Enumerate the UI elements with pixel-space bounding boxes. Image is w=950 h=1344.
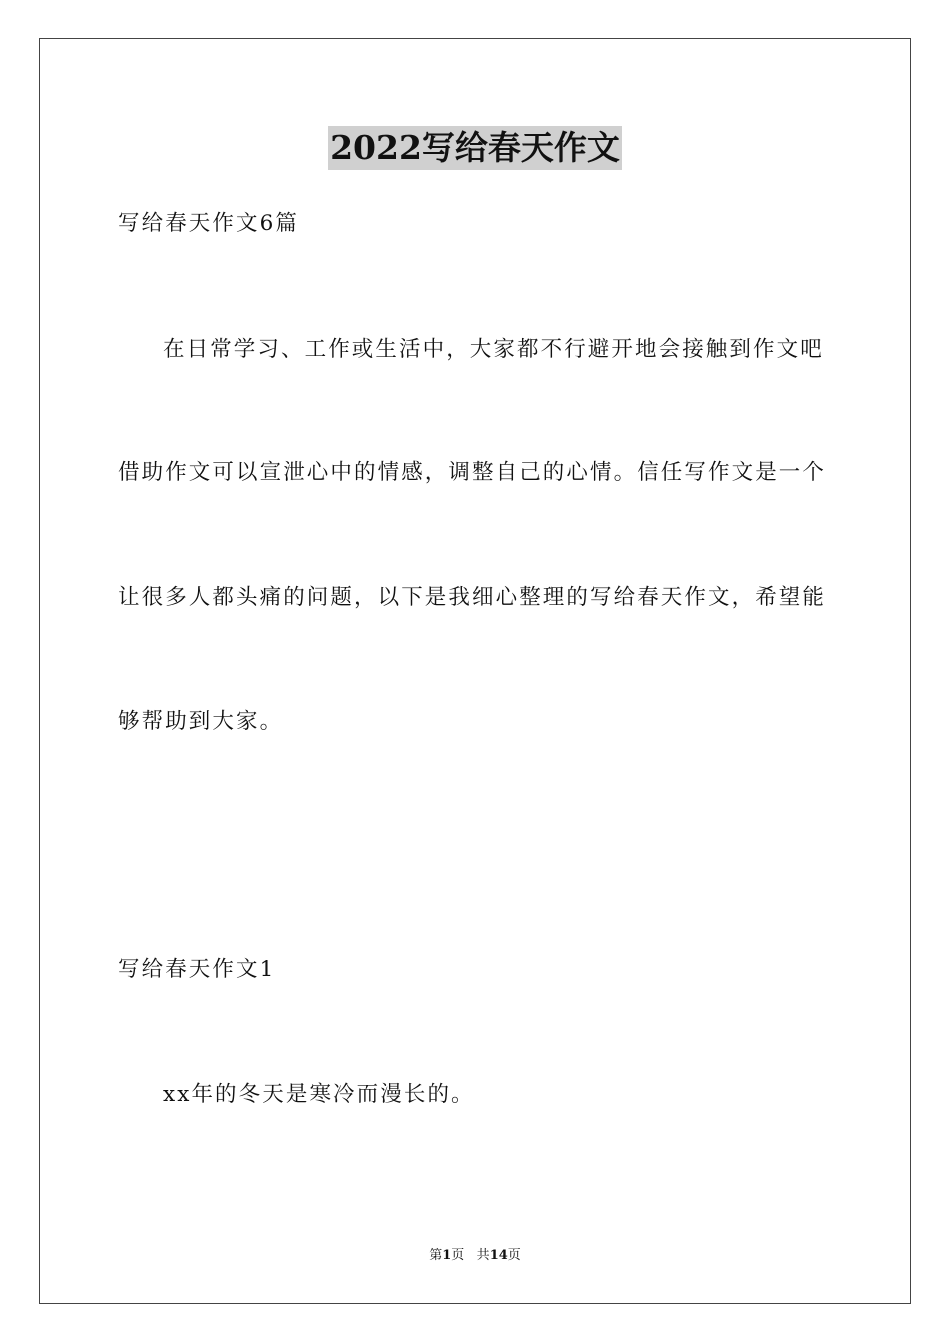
intro-line-3: 让很多人都头痛的问题，以下是我细心整理的写给春天作文，希望能 bbox=[118, 585, 827, 610]
intro-line-1: 在日常学习、工作或生活中，大家都不行避开地会接触到作文吧 bbox=[163, 337, 824, 362]
footer-total-suffix: 页 bbox=[507, 1248, 521, 1263]
intro-line-4: 够帮助到大家。 bbox=[118, 709, 284, 734]
intro-line-2: 借助作文可以宣泄心中的情感，调整自己的心情。信任写作文是一个 bbox=[118, 460, 827, 485]
document-title-text: 2022写给春天作文 bbox=[328, 126, 622, 170]
page-footer bbox=[0, 1247, 950, 1265]
document-title bbox=[0, 126, 950, 176]
footer-page-suffix: 页 bbox=[451, 1248, 465, 1263]
footer-page-prefix: 第 bbox=[429, 1248, 443, 1263]
section-heading: 写给春天作文1 bbox=[118, 957, 276, 982]
document-subtitle: 写给春天作文6篇 bbox=[118, 211, 299, 236]
footer-total-pages: 14 bbox=[489, 1248, 508, 1263]
footer-total-prefix: 共 bbox=[476, 1248, 490, 1263]
footer-page-number: 1 bbox=[442, 1248, 452, 1263]
section-first-line: xx年的冬天是寒冷而漫长的。 bbox=[163, 1082, 475, 1107]
